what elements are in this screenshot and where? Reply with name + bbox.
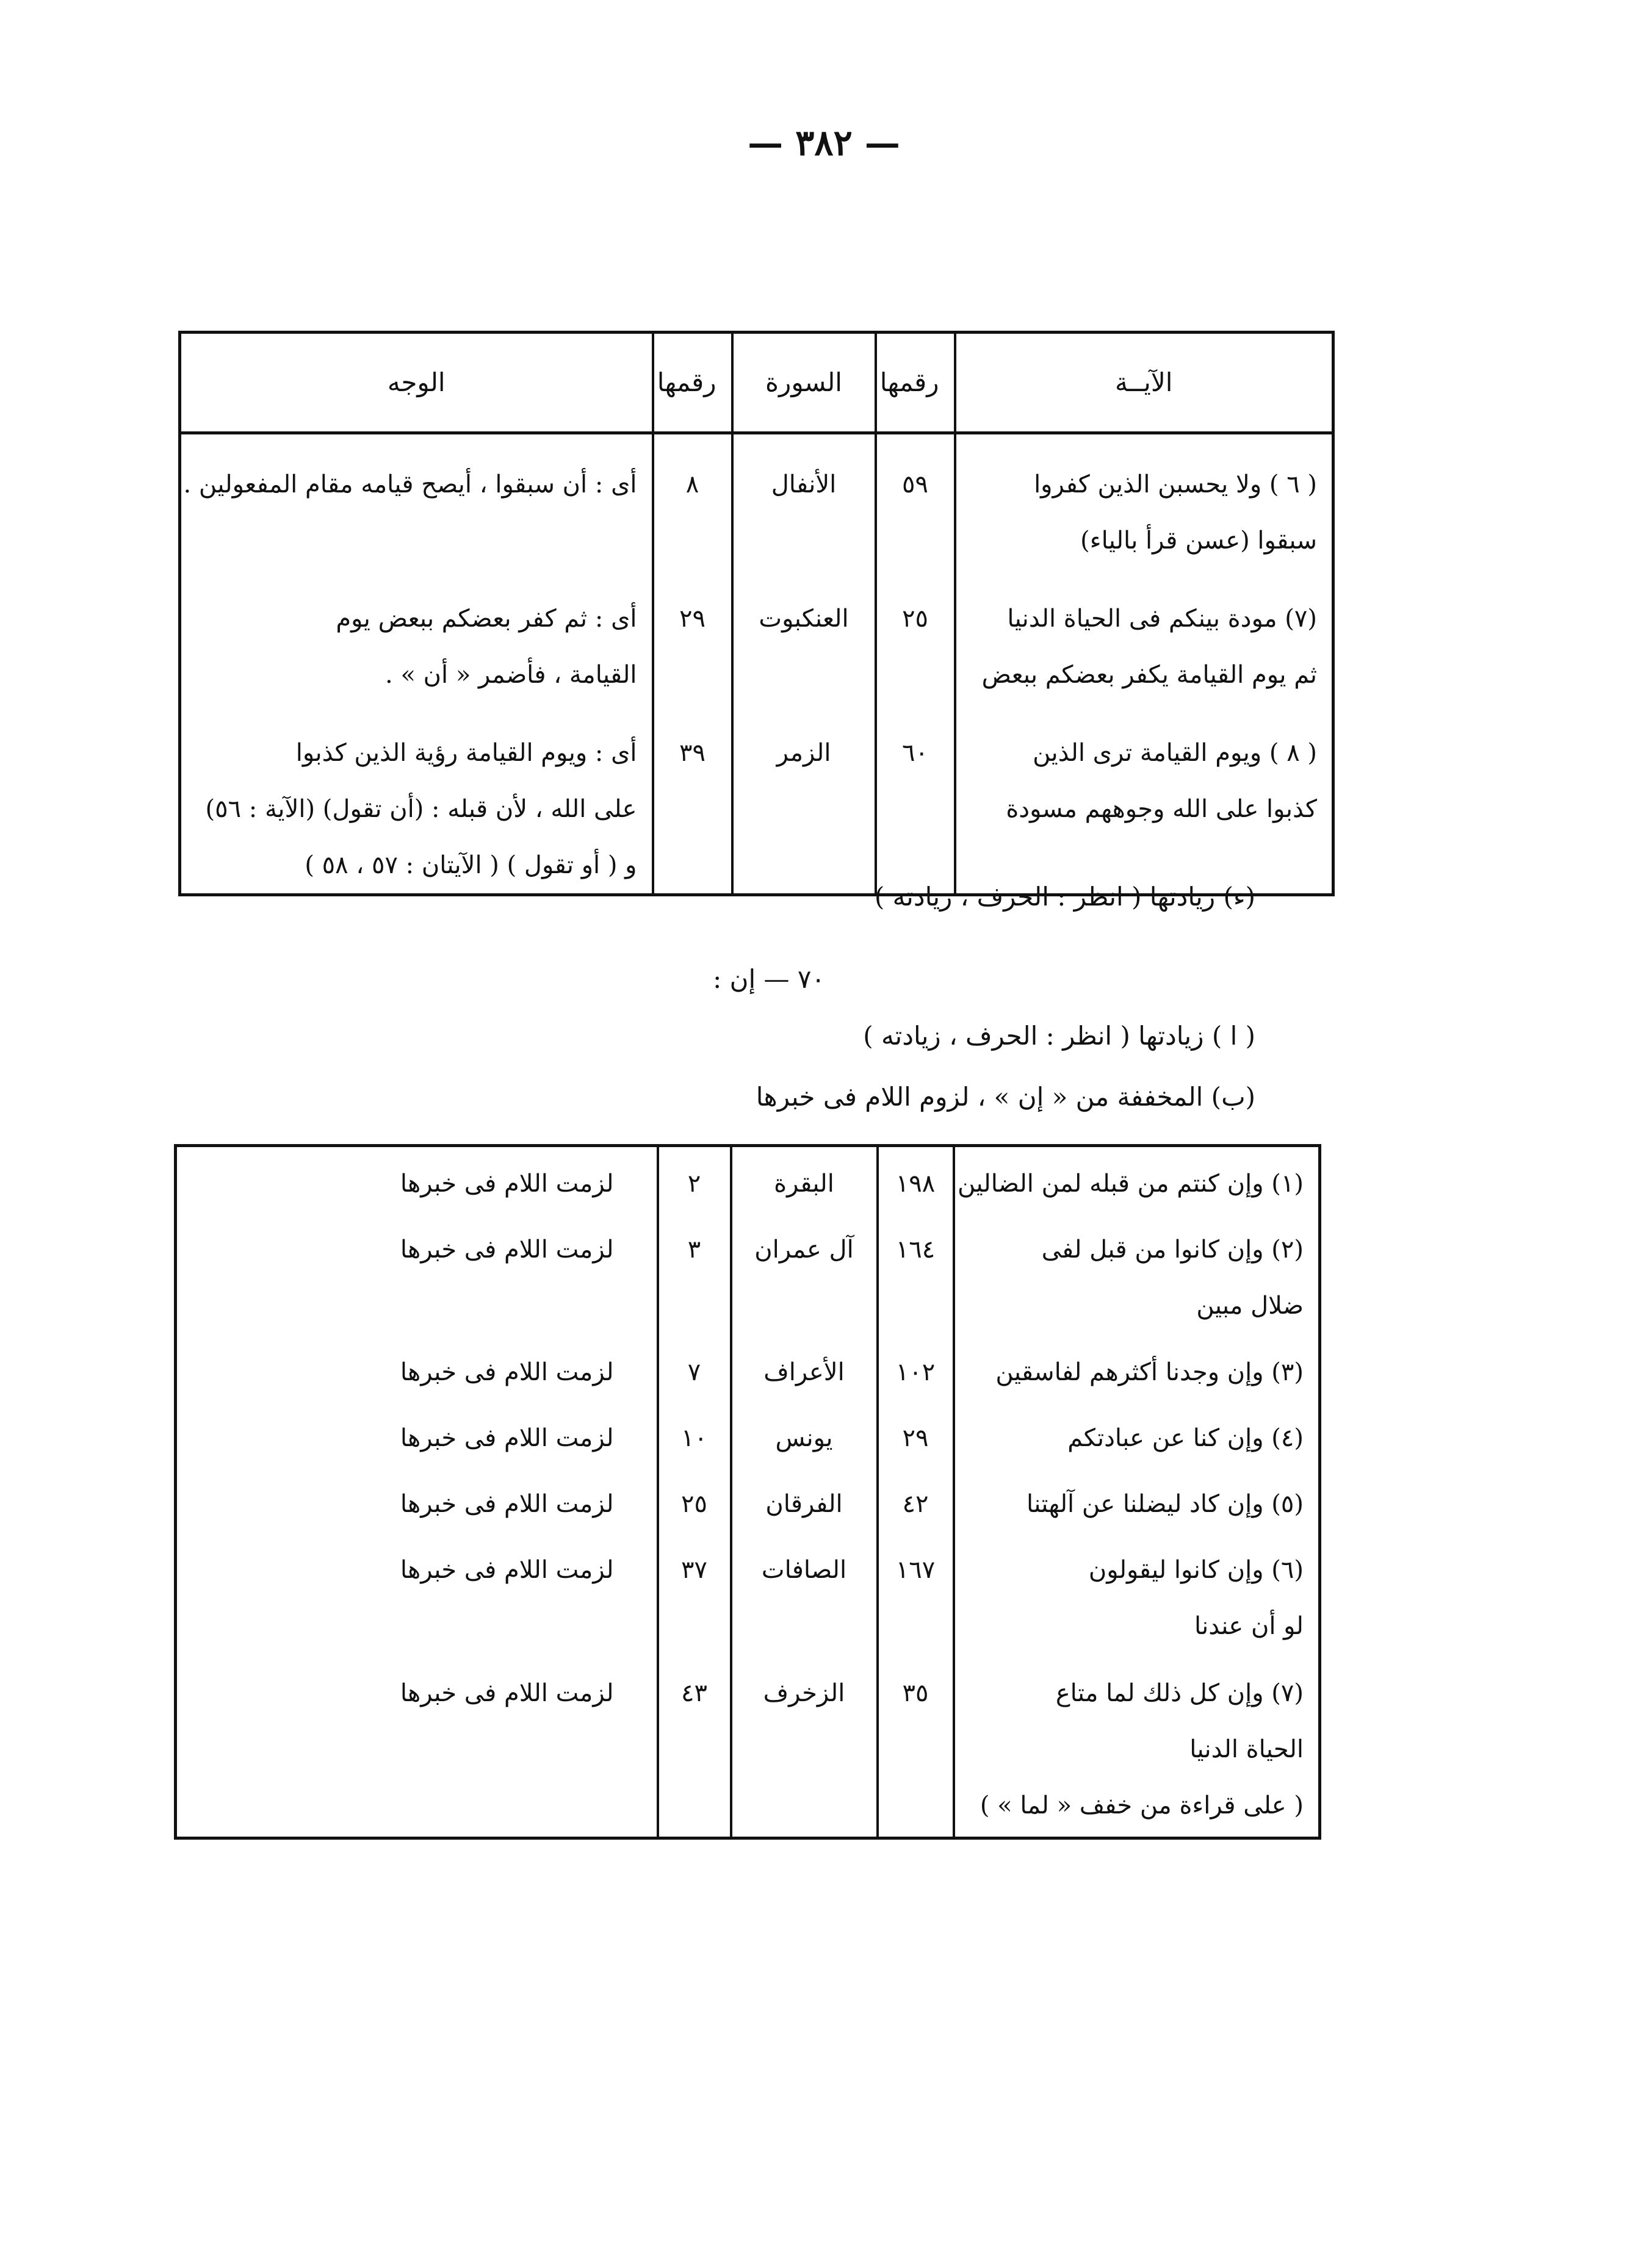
cell-sura-number: ٨ xyxy=(653,433,732,569)
cell-aya-line: (٥) وإن كاد ليضلنا عن آلهتنا xyxy=(1027,1490,1304,1519)
table-row xyxy=(176,1146,1320,1213)
cell-aya-line: سبقوا (عسن قرأ بالياء) xyxy=(1080,527,1317,555)
cell-sura: الزخرف xyxy=(731,1657,878,1838)
cell-aya-line: ثم يوم القيامة يكفر بعضكم ببعض xyxy=(981,661,1317,689)
cell-wajh: لزمت اللام فى خبرها xyxy=(176,1467,658,1533)
cell-aya-line: لو أن عندنا xyxy=(1194,1612,1304,1641)
cell-wajh-line: على الله ، لأن قبله : (أن تقول) (الآية : ٥٦) xyxy=(205,795,637,823)
cell-sura-number: ١٠ xyxy=(658,1402,731,1467)
header-wajh: الوجه xyxy=(180,333,653,433)
section-heading: ٧٠ — إن : xyxy=(713,964,825,994)
cell-aya-line: (٧) مودة بينكم فى الحياة الدنيا xyxy=(1007,605,1317,633)
cell-wajh: لزمت اللام فى خبرها xyxy=(176,1657,658,1838)
cell-sura: الصافات xyxy=(731,1533,878,1657)
cell-sura-number: ٤٣ xyxy=(658,1657,731,1838)
table-header-row xyxy=(180,333,1333,433)
subsection-b: (ب) المخففة من « إن » ، لزوم اللام فى خبرها xyxy=(756,1082,1255,1112)
reference-table-1 xyxy=(178,331,1335,896)
cell-wajh-line: أى : أن سبقوا ، أيصح قيامه مقام المفعولين . xyxy=(183,470,637,499)
cell-aya-number: ٤٢ xyxy=(878,1467,954,1533)
header-sura-number: رقمها xyxy=(653,333,732,433)
cell-sura: الأعراف xyxy=(731,1336,878,1402)
cell-aya-number: ٦٠ xyxy=(876,703,955,895)
cell-aya-number: ٢٩ xyxy=(878,1402,954,1467)
cell-aya-number: ٣٥ xyxy=(878,1657,954,1838)
header-aya: الآيــة xyxy=(955,333,1333,433)
cell-sura: الزمر xyxy=(732,703,876,895)
cell-aya-number: ٥٩ xyxy=(876,433,955,569)
cell-aya-number: ١٦٤ xyxy=(878,1213,954,1336)
cell-sura-number: ٢٩ xyxy=(653,569,732,703)
cell-aya-number: ١٦٧ xyxy=(878,1533,954,1657)
cell-aya-line: (١) وإن كنتم من قبله لمن الضالين xyxy=(958,1170,1304,1198)
cell-aya-line: كذبوا على الله وجوههم مسودة xyxy=(1006,795,1317,823)
cell-aya-line: (٧) وإن كل ذلك لما متاع xyxy=(1055,1679,1304,1707)
cell-aya-line: ( ٦ ) ولا يحسبن الذين كفروا xyxy=(1034,470,1317,499)
cell-wajh xyxy=(180,569,653,703)
cell-wajh xyxy=(180,433,653,569)
cell-aya-line: ( على قراءة من خفف « لما » ) xyxy=(980,1791,1304,1820)
cell-sura-number: ٢ xyxy=(658,1146,731,1213)
cell-aya xyxy=(954,1402,1320,1467)
cell-aya xyxy=(954,1146,1320,1213)
cell-aya-line: ضلال مبين xyxy=(1196,1291,1304,1320)
cell-aya xyxy=(954,1213,1320,1336)
cell-sura: البقرة xyxy=(731,1146,878,1213)
cell-aya xyxy=(955,433,1333,569)
cell-wajh: لزمت اللام فى خبرها xyxy=(176,1213,658,1336)
cell-wajh: لزمت اللام فى خبرها xyxy=(176,1533,658,1657)
table-row xyxy=(176,1402,1320,1467)
cell-wajh: لزمت اللام فى خبرها xyxy=(176,1402,658,1467)
cell-wajh xyxy=(180,703,653,895)
table-row xyxy=(180,433,1333,569)
header-sura: السورة xyxy=(732,333,876,433)
cell-sura: العنكبوت xyxy=(732,569,876,703)
cell-aya-number: ١٩٨ xyxy=(878,1146,954,1213)
cell-aya-number: ١٠٢ xyxy=(878,1336,954,1402)
cell-wajh: لزمت اللام فى خبرها xyxy=(176,1336,658,1402)
cell-aya-number: ٢٥ xyxy=(876,569,955,703)
table-row xyxy=(180,569,1333,703)
cell-aya-line: ( ٨ ) ويوم القيامة ترى الذين xyxy=(1033,739,1317,767)
table-row xyxy=(180,703,1333,895)
cell-sura: آل عمران xyxy=(731,1213,878,1336)
cell-wajh-line: القيامة ، فأضمر « أن » . xyxy=(385,661,637,689)
cell-aya xyxy=(954,1336,1320,1402)
table1-body xyxy=(180,433,1333,895)
cell-sura-number: ٣ xyxy=(658,1213,731,1336)
cell-wajh-line: و ( أو تقول ) ( الآيتان : ٥٧ ، ٥٨ ) xyxy=(305,851,637,879)
cell-aya xyxy=(954,1657,1320,1838)
cell-aya-line: الحياة الدنيا xyxy=(1189,1735,1304,1763)
cell-sura: الفرقان xyxy=(731,1467,878,1533)
table-row xyxy=(176,1336,1320,1402)
table-row xyxy=(176,1467,1320,1533)
cell-aya xyxy=(954,1467,1320,1533)
cell-wajh-line: أى : ثم كفر بعضكم ببعض يوم xyxy=(336,605,637,633)
cell-aya-line: (٣) وإن وجدنا أكثرهم لفاسقين xyxy=(995,1358,1304,1387)
cell-aya-line: (٦) وإن كانوا ليقولون xyxy=(1088,1556,1304,1585)
table-row xyxy=(176,1533,1320,1657)
cell-aya-line: (٤) وإن كنا عن عبادتكم xyxy=(1067,1424,1304,1453)
cell-sura-number: ٣٩ xyxy=(653,703,732,895)
reference-table-2 xyxy=(174,1144,1321,1840)
cell-sura-number: ٧ xyxy=(658,1336,731,1402)
cell-aya xyxy=(954,1533,1320,1657)
note-zyadatuha: (ء) زيادتها ( انظر : الحرف ، زيادته ) xyxy=(874,882,1255,912)
cell-aya xyxy=(955,703,1333,895)
cell-aya xyxy=(955,569,1333,703)
subsection-a: ( ا ) زيادتها ( انظر : الحرف ، زيادته ) xyxy=(863,1021,1255,1051)
table-row xyxy=(176,1213,1320,1336)
table-row xyxy=(176,1657,1320,1838)
cell-sura-number: ٢٥ xyxy=(658,1467,731,1533)
cell-aya-line: (٢) وإن كانوا من قبل لفى xyxy=(1041,1235,1304,1264)
header-aya-number: رقمها xyxy=(876,333,955,433)
cell-sura-number: ٣٧ xyxy=(658,1533,731,1657)
page-number: — ٣٨٢ — xyxy=(748,122,900,164)
cell-sura: الأنفال xyxy=(732,433,876,569)
cell-wajh: لزمت اللام فى خبرها xyxy=(176,1146,658,1213)
cell-sura: يونس xyxy=(731,1402,878,1467)
table2-body xyxy=(176,1146,1320,1838)
cell-wajh-line: أى : ويوم القيامة رؤية الذين كذبوا xyxy=(295,739,637,767)
